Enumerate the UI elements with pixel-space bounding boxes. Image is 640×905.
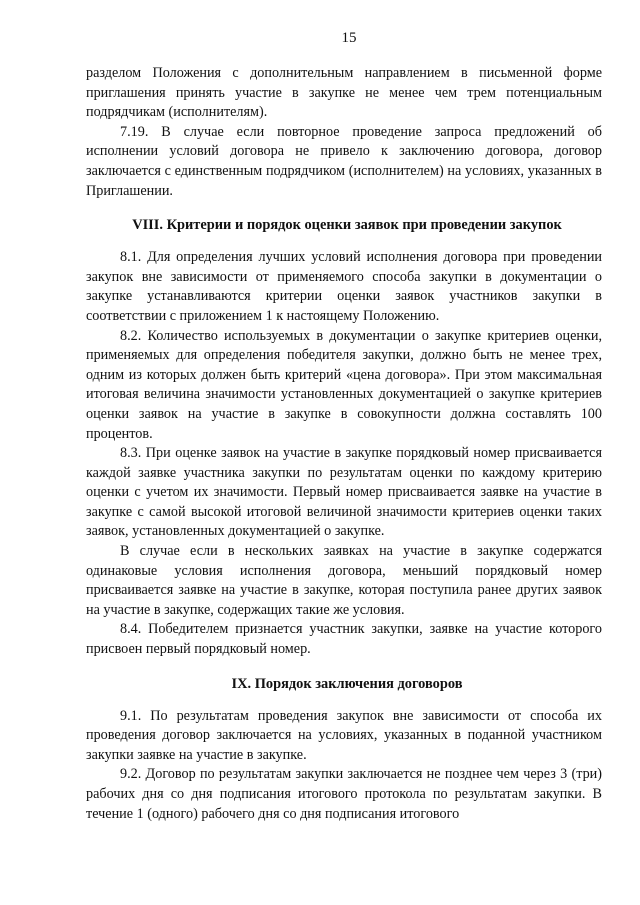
paragraph-9-2: 9.2. Договор по результатам закупки заключается не позднее чем через 3 (три) рабочих дня со дня подписания итогового протокола по результатам закупки. В течение 1 (одного) рабочего дня со дня подписания итогового xyxy=(86,766,602,822)
paragraph-8-2: 8.2. Количество используемых в документации о закупке критериев оценки, применяемых для определения победителя закупки, должно быть не менее трех, одним из которых должен быть критерий «цена договора». При этом максимальная итоговая величина значимости установленных документацией о закупке критериев оценки заявок на участие в закупке в совокупности должна составлять 100 процентов. xyxy=(86,327,602,442)
page-number: 15 xyxy=(341,30,357,46)
paragraph-continuation: разделом Положения с дополнительным направлением в письменной форме приглашения принять участие в закупке не менее чем трем потенциальным подрядчикам (исполнителям). xyxy=(86,65,602,121)
paragraph-8-3-tie: В случае если в нескольких заявках на участие в закупке содержатся одинаковые условия исполнения договора, меньший порядковый номер присваивается заявке на участие в закупке, которая поступила ранее других заявок на участие в закупке, содержащих такие же условия. xyxy=(86,543,602,618)
section-heading-9: IX. Порядок заключения договоров xyxy=(231,675,463,692)
paragraph-7-19: 7.19. В случае если повторное проведение запроса предложений об исполнении условий договора не привело к заключению договора, договор заключается с единственным подрядчиком (исполнителем) на условиях, указанных в Приглашении. xyxy=(86,123,602,199)
paragraph-8-1: 8.1. Для определения лучших условий исполнения договора при проведении закупок вне зависимости от применяемого способа закупки в документации о закупке устанавливаются критерии оценки заявок участников закупки в соответствии с приложением 1 к настоящему Положению. xyxy=(86,249,602,324)
paragraph-8-4: 8.4. Победителем признается участник закупки, заявке на участие которого присвоен первый порядковый номер. xyxy=(86,621,602,658)
paragraph-9-1: 9.1. По результатам проведения закупок вне зависимости от способа их проведения договор заключается на условиях, указанных в поданной участником закупки заявке на участие в закупке. xyxy=(86,707,602,763)
paragraph-8-3: 8.3. При оценке заявок на участие в закупке порядковый номер присваивается каждой заявке участника закупки по результатам оценки по каждому критерию оценки с учетом их значимости. Первый номер присваивается заявке на участие в закупке с самой высокой итоговой величиной значимости критериев оценки таких заявок, установленных документацией о закупке. xyxy=(86,445,602,540)
section-heading-8: VIII. Критерии и порядок оценки заявок при проведении закупок xyxy=(132,217,562,234)
